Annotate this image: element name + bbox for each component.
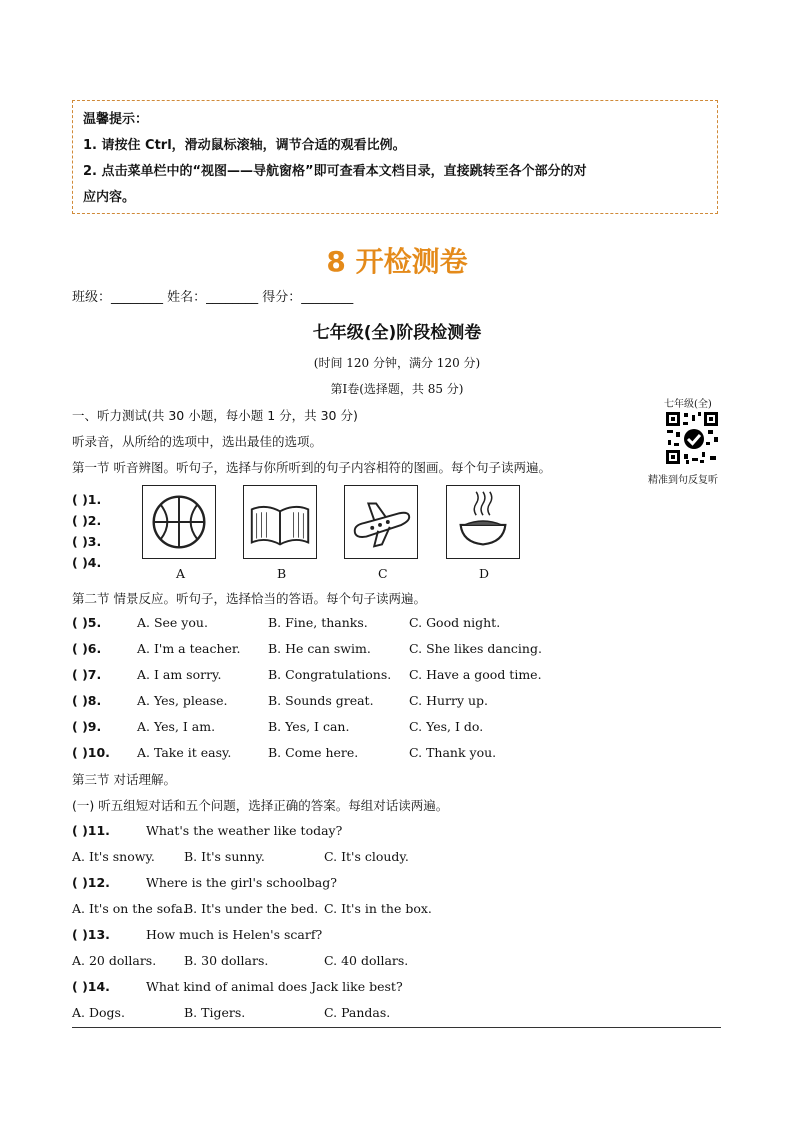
question-10-option-c[interactable]: C. Thank you. [409, 745, 497, 760]
picture-b-label: B [277, 566, 287, 581]
question-6-option-a[interactable]: A. I'm a teacher. [137, 641, 241, 656]
section-3-sub-heading: (一) 听五组短对话和五个问题，选择正确的答案。每组对话读两遍。 [72, 798, 449, 813]
tip-line-1: 1. 请按住 Ctrl，滑动鼠标滚轴，调节合适的观看比例。 [83, 138, 406, 153]
question-10-option-a[interactable]: A. Take it easy. [137, 745, 232, 760]
question-5-option-b[interactable]: B. Fine, thanks. [268, 615, 368, 630]
picture-a [142, 485, 216, 559]
pic-question-3[interactable]: ( )3. [72, 534, 102, 549]
question-7-option-a[interactable]: A. I am sorry. [137, 667, 222, 682]
question-7-number[interactable]: ( )7. [72, 667, 102, 682]
question-11-text: What's the weather like today? [146, 823, 343, 838]
volume-title: 第Ⅰ卷(选择题，共 85 分) [330, 382, 464, 396]
question-5-number[interactable]: ( )5. [72, 615, 102, 630]
section-1-heading: 第一节 听音辨图。听句子，选择与你所听到的句子内容相符的图画。每个句子读两遍。 [72, 460, 551, 475]
question-9-option-a[interactable]: A. Yes, I am. [137, 719, 216, 734]
picture-b [243, 485, 317, 559]
qr-top-label: 七年级(全) [664, 399, 712, 410]
book-icon [244, 486, 316, 558]
picture-a-label: A [176, 566, 186, 581]
part-1-heading: 一、听力测试(共 30 小题，每小题 1 分，共 30 分) [72, 408, 358, 423]
tip-line-2-cont: 应内容。 [83, 190, 136, 205]
picture-c [344, 485, 418, 559]
tip-heading: 温馨提示： [83, 112, 149, 127]
section-2-heading: 第二节 情景反应。听句子，选择恰当的答语。每个句子读两遍。 [72, 591, 426, 606]
pic-question-2[interactable]: ( )2. [72, 513, 102, 528]
noodle-bowl-icon [447, 486, 519, 558]
question-6-number[interactable]: ( )6. [72, 641, 102, 656]
question-10-option-b[interactable]: B. Come here. [268, 745, 359, 760]
question-13-option-c[interactable]: C. 40 dollars. [324, 953, 409, 968]
footer-divider [72, 1027, 721, 1028]
page-title: 8 开检测卷 [326, 245, 468, 278]
question-11-option-b[interactable]: B. It's sunny. [184, 849, 265, 864]
picture-c-label: C [378, 566, 388, 581]
basketball-icon [143, 486, 215, 558]
question-12-option-a[interactable]: A. It's on the sofa. [72, 901, 187, 916]
question-12-option-b[interactable]: B. It's under the bed. [184, 901, 319, 916]
question-11-option-c[interactable]: C. It's cloudy. [324, 849, 409, 864]
question-7-option-b[interactable]: B. Congratulations. [268, 667, 392, 682]
question-7-option-c[interactable]: C. Have a good time. [409, 667, 542, 682]
tip-box [72, 100, 718, 214]
question-11-option-a[interactable]: A. It's snowy. [72, 849, 155, 864]
question-8-option-a[interactable]: A. Yes, please. [137, 693, 228, 708]
pic-question-4[interactable]: ( )4. [72, 555, 102, 570]
question-14-option-c[interactable]: C. Pandas. [324, 1005, 391, 1020]
question-14-text: What kind of animal does Jack like best? [146, 979, 403, 994]
question-9-option-c[interactable]: C. Yes, I do. [409, 719, 484, 734]
question-9-number[interactable]: ( )9. [72, 719, 102, 734]
question-8-option-b[interactable]: B. Sounds great. [268, 693, 374, 708]
question-8-option-c[interactable]: C. Hurry up. [409, 693, 489, 708]
question-13-option-a[interactable]: A. 20 dollars. [72, 953, 157, 968]
question-13-option-b[interactable]: B. 30 dollars. [184, 953, 269, 968]
question-12-text: Where is the girl's schoolbag? [146, 875, 337, 890]
section-3-heading: 第三节 对话理解。 [72, 772, 176, 787]
picture-d [446, 485, 520, 559]
qr-bottom-label: 精准到句反复听 [648, 475, 718, 486]
airplane-icon [345, 486, 417, 558]
question-13-text: How much is Helen's scarf? [146, 927, 323, 942]
instruction: 听录音，从所给的选项中，选出最佳的选项。 [72, 434, 323, 449]
question-12-number[interactable]: ( )12. [72, 875, 110, 890]
pic-question-1[interactable]: ( )1. [72, 492, 102, 507]
question-9-option-b[interactable]: B. Yes, I can. [268, 719, 350, 734]
question-6-option-c[interactable]: C. She likes dancing. [409, 641, 542, 656]
question-14-option-b[interactable]: B. Tigers. [184, 1005, 246, 1020]
question-8-number[interactable]: ( )8. [72, 693, 102, 708]
question-11-number[interactable]: ( )11. [72, 823, 110, 838]
question-12-option-c[interactable]: C. It's in the box. [324, 901, 432, 916]
exam-title: 七年级(全)阶段检测卷 [312, 323, 482, 343]
question-5-option-c[interactable]: C. Good night. [409, 615, 501, 630]
student-info: 班级：________ 姓名：________ 得分：________ [72, 290, 354, 305]
question-14-number[interactable]: ( )14. [72, 979, 110, 994]
question-10-number[interactable]: ( )10. [72, 745, 110, 760]
picture-d-label: D [479, 566, 490, 581]
question-14-option-a[interactable]: A. Dogs. [72, 1005, 125, 1020]
qr-code-icon[interactable] [664, 410, 720, 466]
question-6-option-b[interactable]: B. He can swim. [268, 641, 371, 656]
exam-meta: (时间 120 分钟，满分 120 分) [313, 356, 481, 370]
question-13-number[interactable]: ( )13. [72, 927, 110, 942]
question-5-option-a[interactable]: A. See you. [137, 615, 208, 630]
tip-line-2: 2. 点击菜单栏中的“视图——导航窗格”即可查看本文档目录，直接跳转至各个部分的对 [83, 164, 587, 179]
